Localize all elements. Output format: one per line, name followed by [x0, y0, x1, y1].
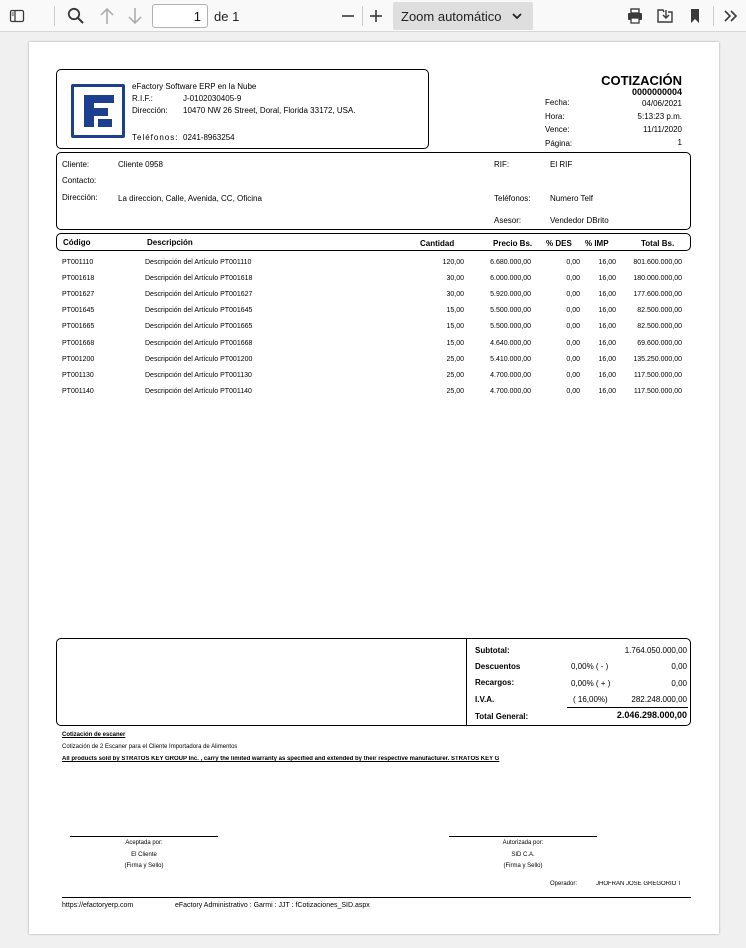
cell-cantidad: 25,00 — [446, 372, 464, 379]
company-phones-label: Teléfonos: — [132, 133, 179, 142]
cell-precio: 4.700.000,00 — [490, 372, 531, 379]
cell-imp: 16,00 — [598, 388, 616, 395]
cell-codigo: PT001627 — [62, 291, 95, 298]
cell-codigo: PT001618 — [62, 275, 95, 282]
document-number: 0000000004 — [631, 87, 682, 97]
cell-cantidad: 30,00 — [446, 291, 464, 298]
client-telefonos-label: Teléfonos: — [494, 194, 531, 203]
cell-total: 82.500.000,00 — [637, 307, 682, 314]
cell-precio: 6.000.000,00 — [490, 275, 531, 282]
cell-descripcion: Descripción del Artículo PT001110 — [145, 259, 252, 266]
cliente-label: Cliente: — [62, 160, 90, 169]
company-name: eFactory Software ERP en la Nube — [132, 82, 257, 91]
cell-imp: 16,00 — [598, 307, 616, 314]
direccion-label: Dirección: — [62, 193, 98, 202]
company-rif: J-0102030405-9 — [183, 94, 242, 103]
cell-imp: 16,00 — [598, 323, 616, 330]
zoom-out-icon[interactable] — [337, 0, 359, 32]
cell-codigo: PT001200 — [62, 356, 95, 363]
cell-imp: 16,00 — [598, 340, 616, 347]
company-logo — [71, 84, 125, 138]
cell-descripcion: Descripción del Artículo PT001618 — [145, 275, 253, 282]
search-icon[interactable] — [64, 0, 88, 32]
iva-pct: ( 16,00%) — [573, 695, 608, 704]
autorizada-name: SID C.A. — [511, 852, 535, 858]
save-download-icon[interactable] — [654, 0, 676, 32]
cell-descripcion: Descripción del Artículo PT001200 — [145, 356, 253, 363]
company-phones: 0241-8963254 — [183, 133, 235, 142]
toolbar-separator — [713, 6, 714, 26]
aceptada-name: El Cliente — [131, 852, 157, 858]
cell-imp: 16,00 — [598, 259, 616, 266]
recargos-value: 0,00 — [671, 679, 687, 688]
toolbar-separator — [362, 6, 363, 26]
cell-total: 801.600.000,00 — [633, 259, 682, 266]
cell-total: 69.600.000,00 — [637, 340, 682, 347]
page-total-label: de 1 — [214, 9, 240, 24]
signature-line-left — [70, 836, 218, 837]
subtotal-label: Subtotal: — [475, 646, 510, 655]
bookmark-icon[interactable] — [684, 0, 706, 32]
asesor-value: Vendedor DBrito — [550, 216, 609, 225]
hora-value: 5:13:23 p.m. — [637, 112, 682, 121]
footer-url: https://efactoryerp.com — [62, 902, 134, 909]
col-header-total: Total Bs. — [641, 239, 675, 248]
cell-imp: 16,00 — [598, 356, 616, 363]
cell-des: 0,00 — [566, 323, 580, 330]
cell-total: 117.500.000,00 — [633, 372, 682, 379]
cell-descripcion: Descripción del Artículo PT001130 — [145, 372, 252, 379]
fecha-value: 04/06/2021 — [641, 99, 682, 108]
cell-precio: 5.410.000,00 — [490, 356, 531, 363]
aceptada-sub: (Firma y Sello) — [124, 863, 164, 869]
cell-des: 0,00 — [566, 275, 580, 282]
document-page — [29, 42, 719, 934]
client-telefonos-value: Numero Telf — [550, 194, 593, 203]
next-page-icon[interactable] — [124, 0, 146, 32]
descuentos-label: Descuentos — [475, 662, 521, 671]
sidebar-toggle-icon[interactable] — [6, 0, 28, 32]
cell-total: 82.500.000,00 — [637, 323, 682, 330]
cell-codigo: PT001645 — [62, 307, 95, 314]
client-info-box — [56, 152, 691, 230]
cell-total: 135.250.000,00 — [633, 356, 682, 363]
cell-cantidad: 30,00 — [446, 275, 464, 282]
cell-precio: 6.680.000,00 — [490, 259, 531, 266]
autorizada-label: Autorizada por: — [502, 840, 544, 846]
cell-descripcion: Descripción del Artículo PT001665 — [145, 323, 253, 330]
cell-precio: 5.500.000,00 — [490, 307, 531, 314]
chevron-down-icon — [511, 10, 523, 25]
notes-text: Cotización de 2 Escaner para el Cliente Importadora de Alimentos — [62, 744, 238, 750]
toolbar-separator — [54, 6, 55, 26]
company-address: 10470 NW 26 Street, Doral, Florida 33172, USA. — [183, 106, 356, 115]
page-number-input[interactable] — [152, 4, 208, 28]
cell-codigo: PT001130 — [62, 372, 94, 379]
company-rif-label: R.I.F.: — [132, 94, 153, 103]
col-header-imp: % IMP — [585, 239, 609, 248]
col-header-cantidad: Cantidad — [420, 239, 455, 248]
table-header-box — [56, 233, 691, 251]
footer-info: eFactory Administrativo : Garmi : JJT : fCotizaciones_SID.aspx — [175, 902, 370, 909]
cell-descripcion: Descripción del Artículo PT001627 — [145, 291, 253, 298]
vence-value: 11/11/2020 — [643, 125, 682, 134]
cell-des: 0,00 — [566, 340, 580, 347]
notes-title: Cotización de escaner — [62, 732, 126, 738]
aceptada-label: Aceptada por: — [125, 840, 163, 846]
cell-precio: 4.640.000,00 — [490, 340, 531, 347]
recargos-label: Recargos: — [475, 678, 515, 687]
operador-label: Operador: — [550, 881, 578, 887]
col-header-des: % DES — [546, 239, 572, 248]
pdf-toolbar — [0, 0, 746, 32]
asesor-label: Asesor: — [494, 216, 522, 225]
company-address-label: Dirección: — [132, 106, 168, 115]
recargos-pct: 0,00% ( + ) — [571, 679, 611, 688]
totals-box — [56, 638, 691, 726]
iva-label: I.V.A. — [475, 695, 495, 704]
cell-imp: 16,00 — [598, 275, 616, 282]
document-title: COTIZACIÓN — [601, 73, 682, 88]
cell-des: 0,00 — [566, 291, 580, 298]
cell-descripcion: Descripción del Artículo PT001645 — [145, 307, 253, 314]
zoom-in-icon[interactable] — [365, 0, 387, 32]
cell-codigo: PT001668 — [62, 340, 95, 347]
direccion-value: La direccion, Calle, Avenida, CC, Oficina — [118, 194, 262, 203]
cell-cantidad: 25,00 — [446, 388, 464, 395]
more-tools-icon[interactable] — [720, 0, 742, 32]
col-header-codigo: Código — [63, 238, 91, 247]
cell-des: 0,00 — [566, 372, 580, 379]
cell-cantidad: 25,00 — [446, 356, 464, 363]
footer-rule — [62, 897, 691, 898]
col-header-precio: Precio Bs. — [493, 239, 533, 248]
previous-page-icon[interactable] — [96, 0, 118, 32]
cell-cantidad: 15,00 — [446, 340, 464, 347]
zoom-select[interactable] — [393, 2, 533, 30]
cell-codigo: PT001665 — [62, 323, 95, 330]
autorizada-sub: (Firma y Sello) — [503, 863, 543, 869]
descuentos-pct: 0,00% ( - ) — [571, 662, 609, 671]
totals-divider — [466, 638, 467, 726]
warranty-text: All products sold by STRATOS KEY GROUP Inc. , carry the limited warranty as specified and extended by their respective manufacturer. STRATOS KEY G — [62, 756, 500, 762]
cell-descripcion: Descripción del Artículo PT001140 — [145, 388, 252, 395]
total-general-value: 2.046.298.000,00 — [616, 710, 687, 720]
cell-codigo: PT001140 — [62, 388, 94, 395]
cell-des: 0,00 — [566, 259, 580, 266]
cell-imp: 16,00 — [598, 372, 616, 379]
cell-descripcion: Descripción del Artículo PT001668 — [145, 340, 253, 347]
print-icon[interactable] — [624, 0, 646, 32]
total-general-label: Total General: — [475, 712, 529, 721]
col-header-descripcion: Descripción — [147, 238, 193, 247]
client-rif-value: El RIF — [550, 160, 573, 169]
cell-des: 0,00 — [566, 307, 580, 314]
cell-des: 0,00 — [566, 388, 580, 395]
hora-label: Hora: — [545, 112, 565, 121]
cell-precio: 5.500.000,00 — [490, 323, 531, 330]
vence-label: Vence: — [545, 125, 570, 134]
pagina-label: Página: — [545, 139, 573, 148]
cell-cantidad: 120,00 — [442, 259, 464, 266]
cell-des: 0,00 — [566, 356, 580, 363]
zoom-select-value: Zoom automático — [401, 8, 502, 24]
cliente-value: Cliente 0958 — [118, 160, 163, 169]
client-rif-label: RIF: — [494, 160, 510, 169]
company-header-box — [56, 69, 429, 149]
cell-total: 117.500.000,00 — [633, 388, 682, 395]
subtotal-value: 1.764.050.000,00 — [624, 646, 687, 655]
cell-total: 177.600.000,00 — [633, 291, 682, 298]
cell-imp: 16,00 — [598, 291, 616, 298]
fecha-label: Fecha: — [545, 98, 570, 107]
signature-line-right — [449, 836, 597, 837]
cell-codigo: PT001110 — [62, 259, 94, 266]
iva-value: 282.248.000,00 — [631, 695, 687, 704]
total-rule — [567, 707, 688, 708]
cell-cantidad: 15,00 — [446, 307, 464, 314]
cell-precio: 4.700.000,00 — [490, 388, 531, 395]
cell-cantidad: 15,00 — [446, 323, 464, 330]
cell-precio: 5.920.000,00 — [490, 291, 531, 298]
operador-value: JHOFRAN JOSE GREGORIO T — [596, 881, 682, 887]
descuentos-value: 0,00 — [671, 662, 687, 671]
cell-total: 180.000.000,00 — [633, 275, 682, 282]
pagina-value: 1 — [677, 138, 682, 147]
contacto-label: Contacto: — [62, 176, 97, 185]
